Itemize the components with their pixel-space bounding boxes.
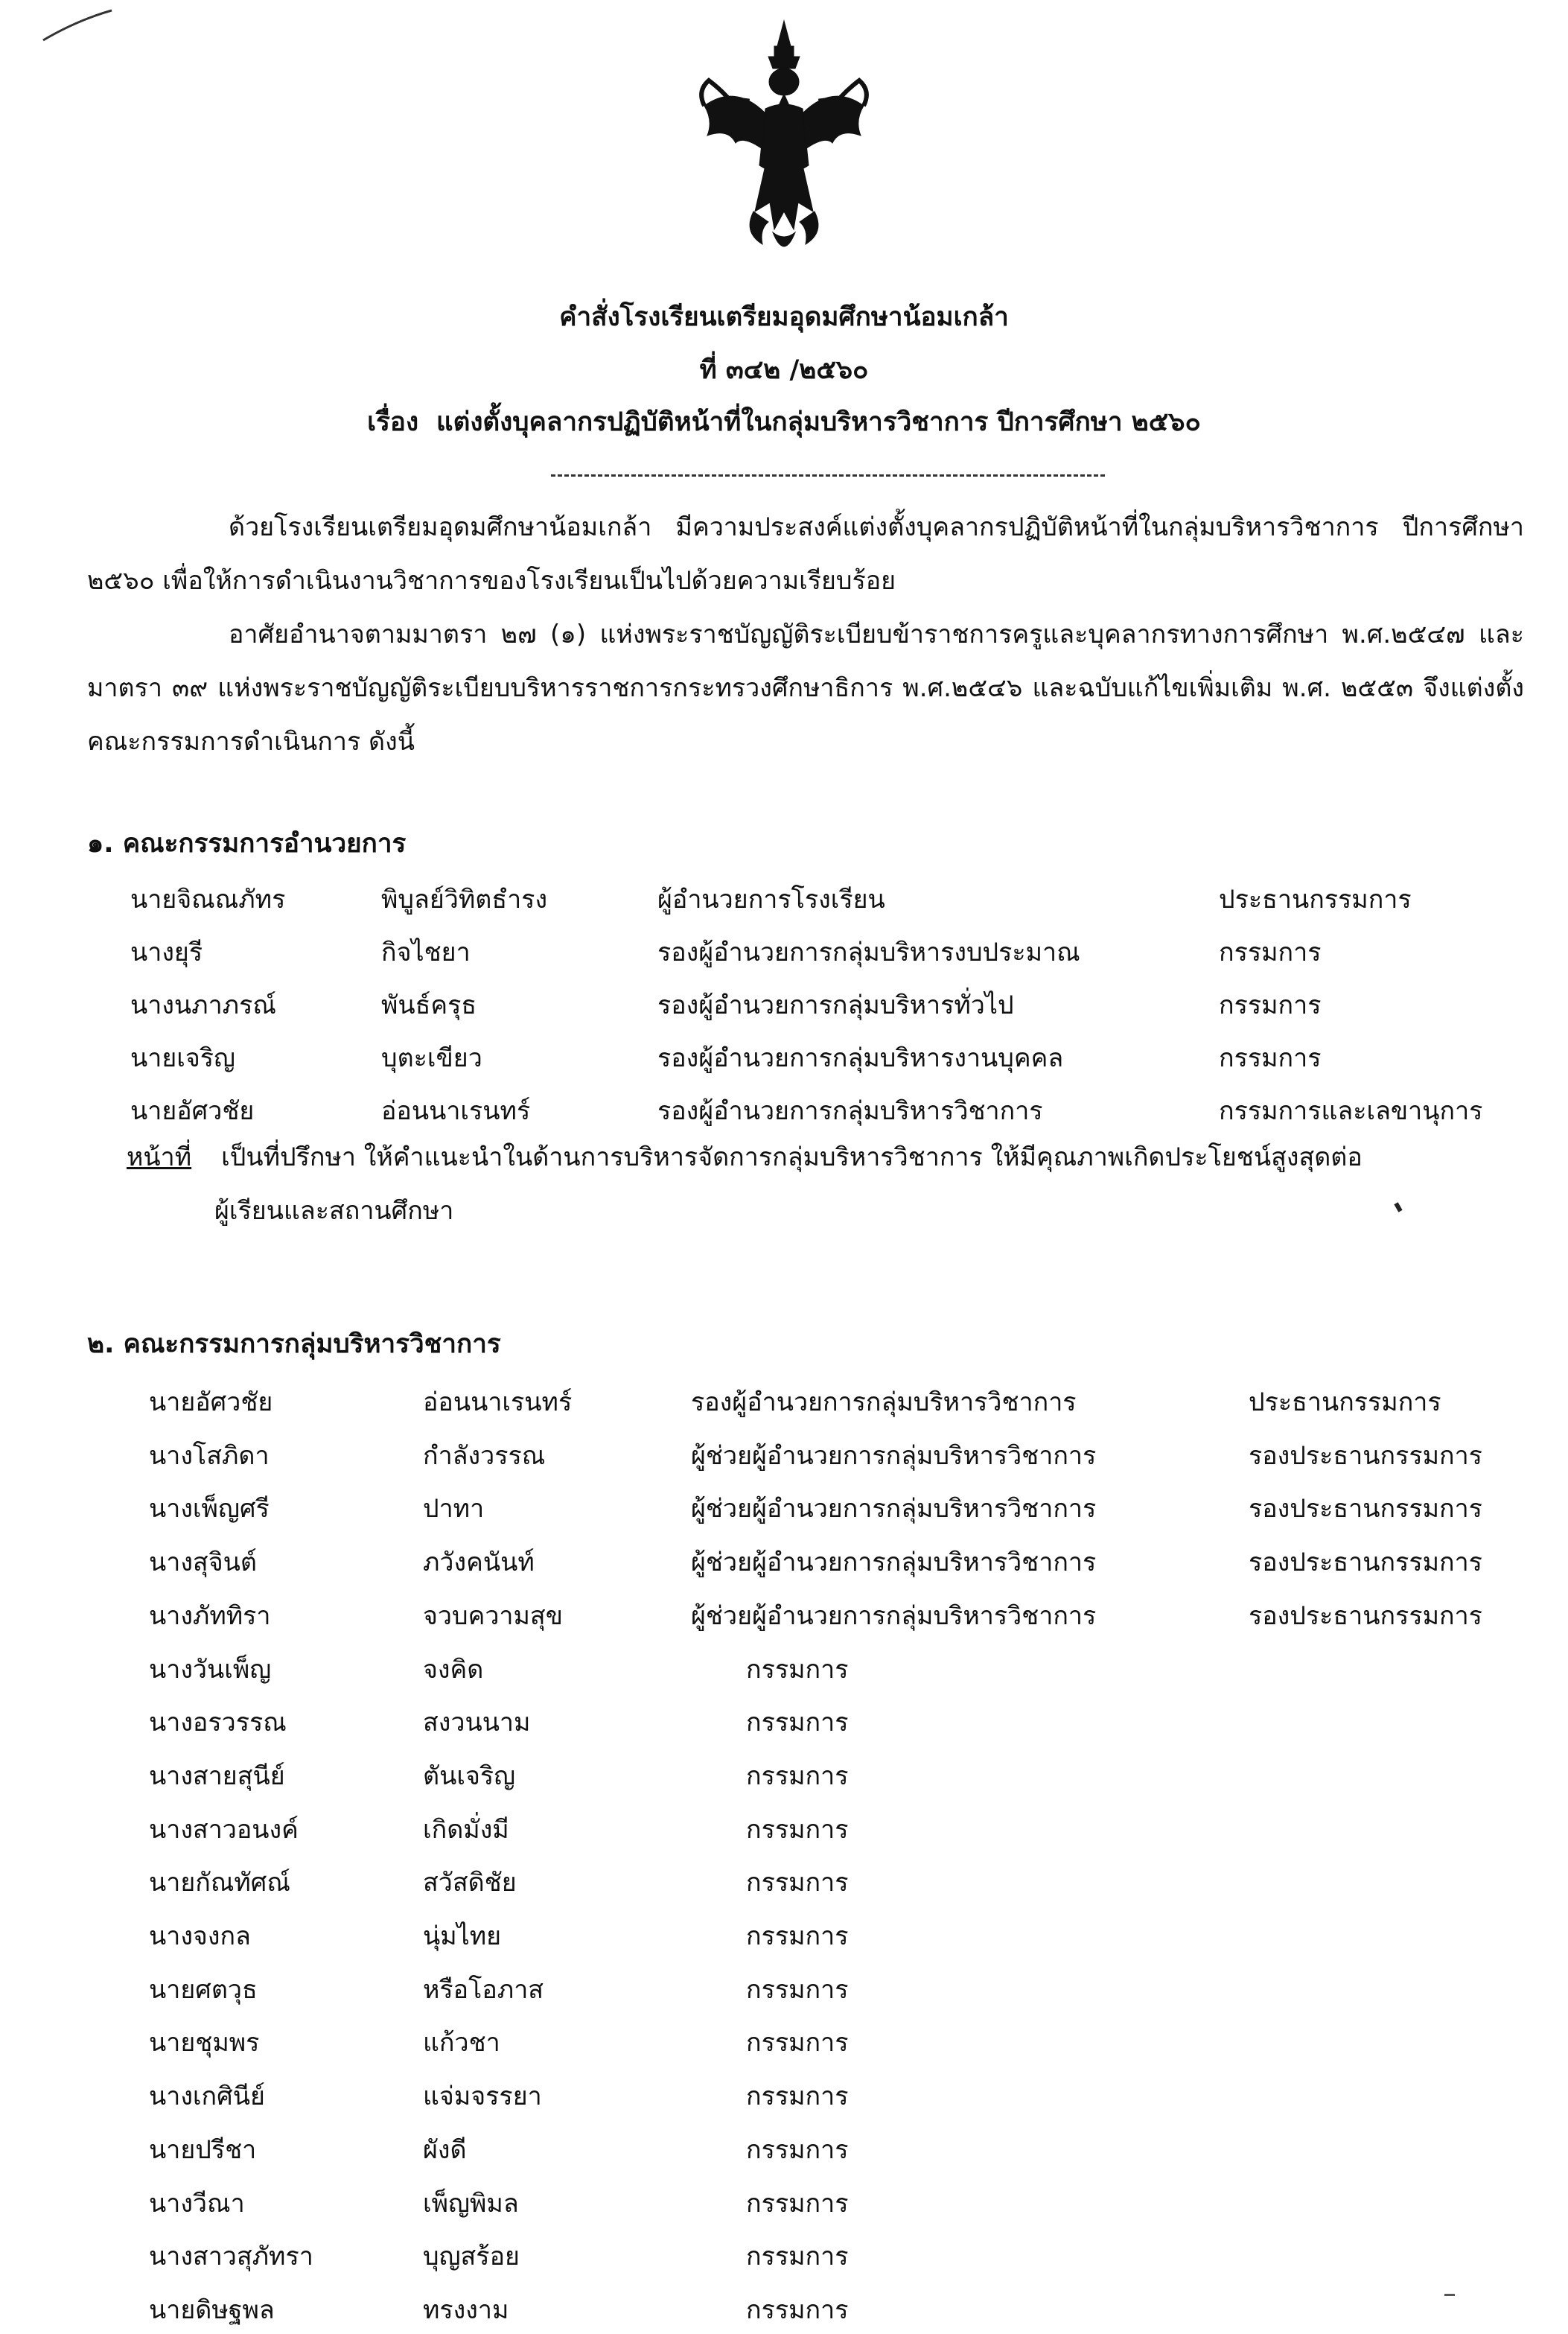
member-row <box>0 1381 1568 1426</box>
member-row <box>0 2076 1568 2120</box>
member-position: รองผู้อำนวยการกลุ่มบริหารวิชาการ <box>657 1096 1043 1126</box>
member-last-name: สงวนนาม <box>423 1708 531 1738</box>
section2-heading: ๒. คณะกรรมการกลุ่มบริหารวิชาการ <box>87 1329 501 1359</box>
member-last-name: เกิดมั่งมี <box>423 1814 509 1845</box>
section1-heading: ๑. คณะกรรมการอำนวยการ <box>87 829 407 859</box>
scan-speck <box>1444 2294 1455 2296</box>
member-role: กรรมการ <box>746 1974 849 2005</box>
member-role: กรรมการ <box>746 1868 849 1898</box>
member-first-name: นางยุรี <box>130 938 203 967</box>
member-role: รองประธานกรรมการ <box>1249 1600 1482 1631</box>
member-position: รองผู้อำนวยการกลุ่มบริหารงานบุคคล <box>657 1043 1064 1073</box>
member-first-name: นางจงกล <box>149 1921 251 1951</box>
order-subject-line <box>0 401 1568 442</box>
member-row <box>0 1862 1568 1907</box>
member-last-name: กำลังวรรณ <box>423 1440 546 1471</box>
member-position: รองผู้อำนวยการกลุ่มบริหารทั่วไป <box>657 990 1014 1020</box>
member-role: กรรมการ <box>746 2028 849 2058</box>
member-last-name: หรือโอภาส <box>423 1974 544 2005</box>
member-role: รองประธานกรรมการ <box>1249 1440 1482 1471</box>
order-title: คำสั่งโรงเรียนเตรียมอุดมศึกษาน้อมเกล้า <box>559 302 1009 332</box>
member-first-name: นางโสภิดา <box>149 1440 270 1471</box>
member-row <box>0 932 1568 976</box>
member-row <box>0 2236 1568 2280</box>
authority-paragraph: อาศัยอำนาจตามมาตรา ๒๗ (๑) แห่งพระราชบัญญัติระเบียบข้าราชการครูและบุคลากรทางการศึกษา พ.ศ.๒๕๔๗ และมาตรา ๓๙ แห่งพระราชบัญญัติระเบียบบริหารราชการกระทรวงศึกษาธิการ พ.ศ.๒๕๔๖ และฉบับแก้ไขเพิ่มเติม พ.ศ. ๒๕๕๓ จึงแต่งตั้งคณะกรรมการดำเนินการ ดังนี้ <box>87 620 1524 757</box>
member-role: กรรมการ <box>746 1814 849 1845</box>
member-role: กรรมการ <box>746 2082 849 2112</box>
member-first-name: นางนภาภรณ์ <box>130 990 276 1020</box>
member-last-name: ผังดี <box>423 2134 467 2165</box>
member-row <box>0 985 1568 1029</box>
member-first-name: นางสาวสุภัทรา <box>149 2242 313 2272</box>
duty-text-1: เป็นที่ปรึกษา ให้คำแนะนำในด้านการบริหารจัดการกลุ่มบริหารวิชาการ ให้มีคุณภาพเกิดประโยชน์สูงสุดต่อ <box>221 1142 1363 1172</box>
member-role: กรรมการ <box>746 1761 849 1791</box>
duty-text-2: ผู้เรียนและสถานศึกษา <box>214 1196 454 1226</box>
member-first-name: นายศตวุธ <box>149 1974 258 2005</box>
member-last-name: อ่อนนาเรนทร์ <box>423 1387 573 1417</box>
member-role: กรรมการ <box>746 1654 849 1685</box>
member-row <box>0 2289 1568 2334</box>
member-row <box>0 1542 1568 1586</box>
member-first-name: นางภัททิรา <box>149 1600 271 1631</box>
member-first-name: นายอัศวชัย <box>149 1387 273 1417</box>
member-row <box>0 1037 1568 1082</box>
member-row <box>0 1090 1568 1135</box>
member-role: ประธานกรรมการ <box>1249 1387 1441 1417</box>
member-first-name: นางเกศินีย์ <box>149 2082 265 2112</box>
member-first-name: นายอัศวชัย <box>130 1096 255 1126</box>
member-first-name: นางสาวอนงค์ <box>149 1814 299 1845</box>
member-row <box>0 1702 1568 1746</box>
member-row <box>0 879 1568 923</box>
member-role: กรรมการ <box>1219 990 1322 1020</box>
member-first-name: นางสุจินต์ <box>149 1548 257 1578</box>
member-row <box>0 2022 1568 2067</box>
title-divider <box>551 474 1105 477</box>
subject-label: เรื่อง <box>367 407 419 437</box>
member-role: รองประธานกรรมการ <box>1249 1494 1482 1524</box>
member-row <box>0 1435 1568 1480</box>
member-first-name: นางวันเพ็ญ <box>149 1654 272 1685</box>
member-first-name: นางสายสุนีย์ <box>149 1761 285 1791</box>
duty-label: หน้าที่ <box>127 1142 192 1172</box>
member-first-name: นายกัณทัศณ์ <box>149 1868 290 1898</box>
member-position: ผู้ช่วยผู้อำนวยการกลุ่มบริหารวิชาการ <box>691 1440 1097 1471</box>
member-position: ผู้ช่วยผู้อำนวยการกลุ่มบริหารวิชาการ <box>691 1600 1097 1631</box>
member-last-name: บุตะเขียว <box>381 1043 482 1073</box>
member-row <box>0 1488 1568 1533</box>
member-role: กรรมการ <box>1219 938 1322 967</box>
member-role: กรรมการ <box>746 1708 849 1738</box>
member-role: กรรมการ <box>746 2134 849 2165</box>
member-row <box>0 1755 1568 1800</box>
member-role: กรรมการ <box>746 2188 849 2219</box>
member-last-name: จงคิด <box>423 1654 484 1685</box>
member-role: กรรมการ <box>746 2242 849 2272</box>
member-last-name: ภวังคนันท์ <box>423 1548 535 1578</box>
garuda-emblem-icon <box>691 16 877 262</box>
member-first-name: นางอรวรรณ <box>149 1708 287 1738</box>
member-last-name: ทรงงาม <box>423 2295 509 2325</box>
member-last-name: นุ่มไทย <box>423 1921 502 1951</box>
member-first-name: นายชุมพร <box>149 2028 260 2058</box>
member-position: ผู้ช่วยผู้อำนวยการกลุ่มบริหารวิชาการ <box>691 1548 1097 1578</box>
member-role: กรรมการ <box>746 2295 849 2325</box>
section1-duty <box>127 1131 1541 1238</box>
member-role: รองประธานกรรมการ <box>1249 1548 1482 1578</box>
member-last-name: ตันเจริญ <box>423 1761 516 1791</box>
member-first-name: นางเพ็ญศรี <box>149 1494 270 1524</box>
member-first-name: นางวีณา <box>149 2188 245 2219</box>
member-role: กรรมการ <box>746 1921 849 1951</box>
member-row <box>0 2129 1568 2174</box>
member-first-name: นายจิณณภัทร <box>130 885 286 915</box>
member-last-name: เพ็ญพิมล <box>423 2188 519 2219</box>
member-last-name: แก้วชา <box>423 2028 500 2058</box>
member-row <box>0 1649 1568 1694</box>
member-last-name: ปาทา <box>423 1494 485 1524</box>
intro-paragraph: ด้วยโรงเรียนเตรียมอุดมศึกษาน้อมเกล้า มีความประสงค์แต่งตั้งบุคลากรปฏิบัติหน้าที่ในกลุ่มบริหารวิชาการ ปีการศึกษา ๒๕๖๐ เพื่อให้การดำเนินงานวิชาการของโรงเรียนเป็นไปด้วยความเรียบร้อย <box>87 512 1524 596</box>
member-last-name: อ่อนนาเรนทร์ <box>381 1096 531 1126</box>
subject-text: แต่งตั้งบุคลากรปฏิบัติหน้าที่ในกลุ่มบริหารวิชาการ ปีการศึกษา ๒๕๖๐ <box>436 407 1201 437</box>
member-role: กรรมการและเลขานุการ <box>1219 1096 1483 1126</box>
member-position: ผู้ช่วยผู้อำนวยการกลุ่มบริหารวิชาการ <box>691 1494 1097 1524</box>
member-row <box>0 1595 1568 1640</box>
pen-stroke-mark <box>30 7 119 45</box>
member-first-name: นายดิษฐพล <box>149 2295 275 2325</box>
member-last-name: จวบความสุข <box>423 1600 563 1631</box>
member-position: รองผู้อำนวยการกลุ่มบริหารงบประมาณ <box>657 938 1080 967</box>
member-position: รองผู้อำนวยการกลุ่มบริหารวิชาการ <box>691 1387 1077 1417</box>
member-row <box>0 1915 1568 1960</box>
member-first-name: นายปรีชา <box>149 2134 257 2165</box>
member-last-name: พิบูลย์วิทิตธำรง <box>381 885 548 915</box>
member-last-name: กิจไชยา <box>381 938 471 967</box>
member-role: กรรมการ <box>1219 1043 1322 1073</box>
member-last-name: บุญสร้อย <box>423 2242 520 2272</box>
order-number: ที่ ๓๔๒ /๒๕๖๐ <box>699 355 869 385</box>
member-position: ผู้อำนวยการโรงเรียน <box>657 885 885 915</box>
member-last-name: สวัสดิชัย <box>423 1868 517 1898</box>
member-last-name: พันธ์ครุธ <box>381 990 477 1020</box>
member-row <box>0 1969 1568 2014</box>
member-row <box>0 1809 1568 1854</box>
member-role: ประธานกรรมการ <box>1219 885 1412 915</box>
member-row <box>0 2183 1568 2228</box>
member-first-name: นายเจริญ <box>130 1043 236 1073</box>
member-last-name: แจ่มจรรยา <box>423 2082 542 2112</box>
